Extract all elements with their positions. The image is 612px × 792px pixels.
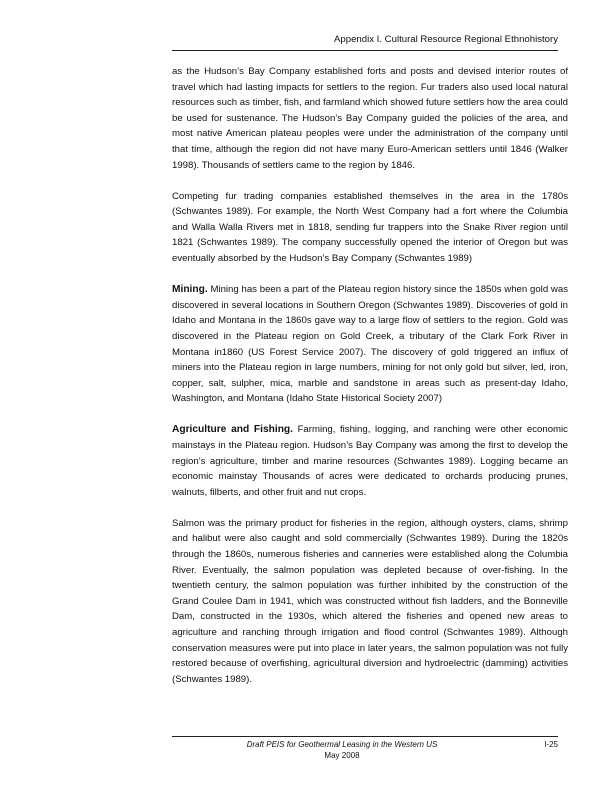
paragraph-mining [172, 282, 568, 407]
agriculture-text: Farming, fishing, logging, and ranching were other economic mainstays in the Plateau region. Hudson’s Bay Company was among the first to develop the region’s agriculture, timber and marine resources (Schwantes 1989). Logging became an economic mainstay Thousands of acres were dedicated to orchards producing prunes, walnuts, filberts, and other fruit and nut crops. [172, 424, 568, 498]
body-text [172, 64, 568, 703]
mining-text: Mining has been a part of the Plateau region history since the 1850s when gold was discovered in several locations in Southern Oregon (Schwantes 1989). Discoveries of gold in Idaho and Montana in the 1860s gave way to a large flow of settlers to the region. Gold was discovered in the Plateau region on Gold Creek, a tributary of the Clark Fork River in Montana in1860 (US Forest Service 2007). The discovery of gold triggered an influx of miners into the Plateau region in large numbers, mining for not only gold but silver, led, iron, copper, salt, sulpher, mica, marble and sandstone in areas such as present-day Idaho, Washington, and Montana (Idaho State Historical Society 2007) [172, 284, 568, 405]
footer-document-title: Draft PEIS for Geothermal Leasing in the Western US [246, 740, 438, 749]
running-header: Appendix I. Cultural Resource Regional Ethnohistory [334, 34, 558, 45]
mining-heading: Mining. [172, 284, 208, 296]
page-number: I-25 [544, 740, 558, 749]
footer-date: May 2008 [324, 751, 360, 760]
paragraph-agriculture [172, 422, 568, 500]
paragraph-hudsons-bay: as the Hudson’s Bay Company established forts and posts and devised interior routes of travel which had lasting impacts for settlers to the region. Fur traders also used local natural resources such as timber, fish, and farmland which showed future settlers how the area could be used for sustenance. The Hudson’s Bay Company guided the policies of the area, and most native American plateau peoples were under the administration of the company until that time, although the region did not have many Euro-American settlers until 1846 (Walker 1998). Thousands of settlers came to the region by 1846. [172, 66, 568, 171]
agriculture-heading: Agriculture and Fishing. [172, 424, 293, 436]
footer-rule [172, 736, 558, 737]
paragraph-salmon: Salmon was the primary product for fisheries in the region, although oysters, clams, shrimp and halibut were also caught and sold commercially (Schwantes 1989). During the 1820s through the 1860s, numerous fisheries and canneries were established along the Columbia River. Eventually, the salmon population was depleted because of over-fishing. In the twentieth century, the salmon population was further inhibited by the construction of the Grand Coulee Dam in 1941, which was constructed without fish ladders, and the Bonneville Dam, constructed in the 1930s, which altered the fisheries and opened new areas to agriculture and ranching through irrigation and flood control (Schwantes 1989). Although conservation measures were put into place in later years, the salmon population was not fully restored because of overfishing, agricultural diversion and hydroelectric (damming) activities (Schwantes 1989). [172, 517, 568, 685]
header-rule [172, 50, 558, 51]
footer-info [172, 739, 512, 761]
paragraph-fur-trading: Competing fur trading companies established themselves in the area in the 1780s (Schwantes 1989). For example, the North West Company had a fort where the Columbia and Walla Walla Rivers met in 1818, sending fur trappers into the Snake River region until 1821 (Schwantes 1989). The company successfully opened the interior of Oregon but was eventually absorbed by the Hudson’s Bay Company (Schwantes 1989) [172, 190, 568, 265]
